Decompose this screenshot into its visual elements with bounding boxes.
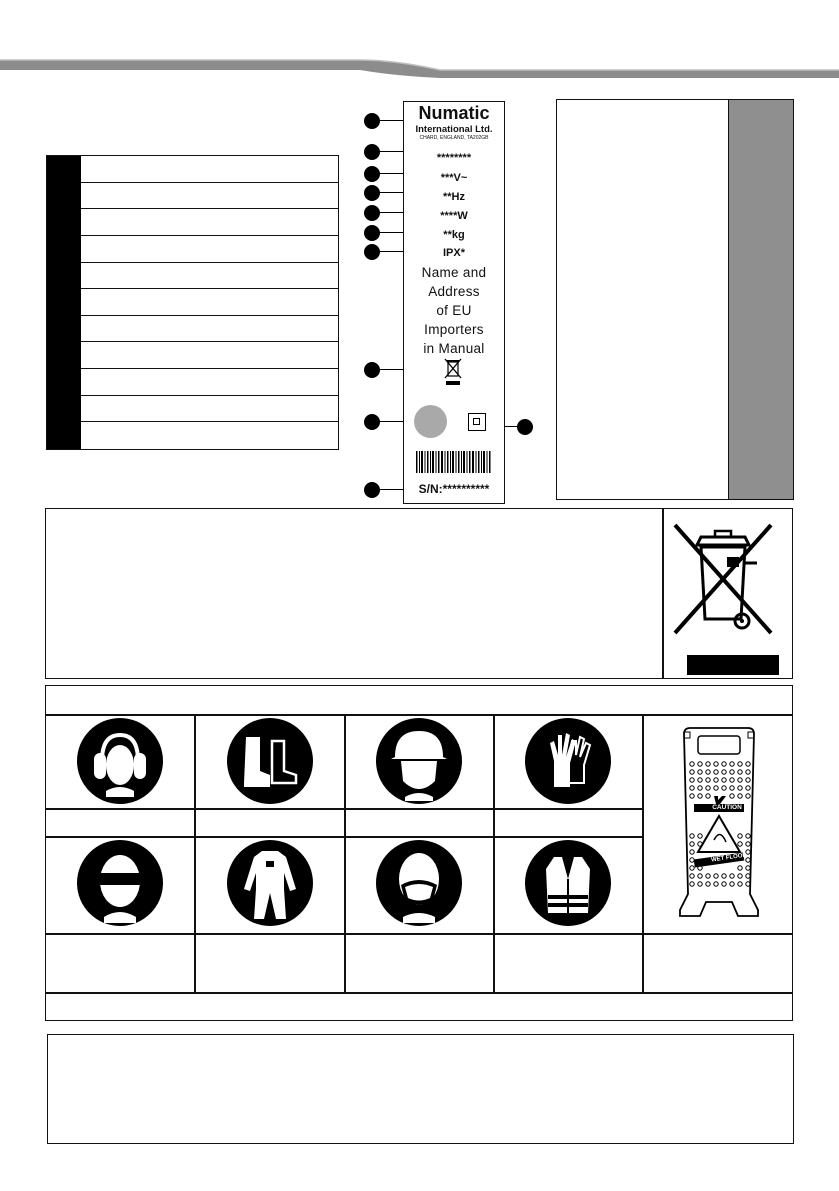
weee-bin-icon xyxy=(442,358,464,386)
plate-importer-line: in Manual xyxy=(423,341,485,356)
double-insulation-icon xyxy=(468,413,486,431)
hi-vis-vest-icon xyxy=(524,839,612,927)
wet-floor-sign-caution: CAUTION xyxy=(712,804,742,811)
crossed-out-wheelie-bin-icon xyxy=(671,523,781,675)
plate-importer-line: Name and xyxy=(421,265,487,280)
plate-power: ****W xyxy=(440,210,468,222)
ppe-table-line xyxy=(642,714,644,993)
ppe-table-line xyxy=(344,714,346,993)
plate-ip-rating: IPX* xyxy=(442,247,465,259)
parts-table-row xyxy=(81,289,338,316)
plate-weight: **kg xyxy=(443,229,465,241)
callout-dot xyxy=(364,185,380,201)
callout-dot xyxy=(364,482,380,498)
grey-circle-mark xyxy=(414,405,447,438)
hard-hat-icon xyxy=(375,717,463,805)
eye-protection-icon xyxy=(76,839,164,927)
plate-voltage: ***V~ xyxy=(440,172,468,184)
plate-importer-line: Address xyxy=(428,284,480,299)
plate-company: International Ltd. xyxy=(415,124,493,135)
ppe-table-line xyxy=(493,714,495,993)
callout-dot xyxy=(364,414,380,430)
callout-dot xyxy=(364,244,380,260)
callout-dot xyxy=(364,166,380,182)
rating-plate xyxy=(403,101,505,504)
plate-importer-line: of EU xyxy=(436,303,472,318)
info-box-grey-column xyxy=(728,100,793,499)
parts-table-row xyxy=(81,236,338,263)
ppe-table-line xyxy=(194,714,196,993)
safety-boots-icon xyxy=(226,717,314,805)
parts-table-row xyxy=(81,209,338,236)
callout-dot xyxy=(364,113,380,129)
callout-dot xyxy=(517,419,533,435)
weee-disposal-box xyxy=(45,508,793,679)
parts-table-row xyxy=(81,342,338,369)
plate-model: ******** xyxy=(436,152,472,164)
parts-table-row xyxy=(81,156,338,183)
ppe-table-line xyxy=(46,992,792,994)
notice-box xyxy=(47,1034,794,1144)
parts-table-number-column xyxy=(47,156,81,449)
ppe-table-line xyxy=(46,714,792,716)
callout-dot xyxy=(364,205,380,221)
parts-list-table xyxy=(46,155,339,450)
parts-table-row xyxy=(81,183,338,210)
protective-overalls-icon xyxy=(226,839,314,927)
parts-table-row xyxy=(81,422,338,449)
face-mask-icon xyxy=(375,839,463,927)
parts-table-row xyxy=(81,316,338,343)
protective-gloves-icon xyxy=(524,717,612,805)
ear-protection-icon xyxy=(76,717,164,805)
plate-brand: Numatic xyxy=(418,103,490,123)
info-box xyxy=(556,99,794,500)
parts-table-rows xyxy=(81,156,338,449)
callout-dot xyxy=(364,225,380,241)
ppe-table xyxy=(45,685,793,1021)
parts-table-row xyxy=(81,396,338,423)
wet-floor-sign-text: WET FLOOR xyxy=(710,852,748,864)
barcode xyxy=(416,451,492,473)
weee-box-divider xyxy=(662,509,664,678)
plate-importer-line: Importers xyxy=(424,322,484,337)
wet-floor-sign-icon xyxy=(676,724,762,924)
callout-dot xyxy=(364,362,380,378)
header-band xyxy=(0,0,839,90)
callout-dot xyxy=(364,144,380,160)
ppe-table-line xyxy=(46,933,792,935)
plate-serial: S/N:********** xyxy=(418,482,490,496)
plate-address: CHARD, ENGLAND, TA202GB xyxy=(419,135,489,141)
plate-frequency: **Hz xyxy=(442,191,465,203)
parts-table-row xyxy=(81,263,338,290)
parts-table-row xyxy=(81,369,338,396)
